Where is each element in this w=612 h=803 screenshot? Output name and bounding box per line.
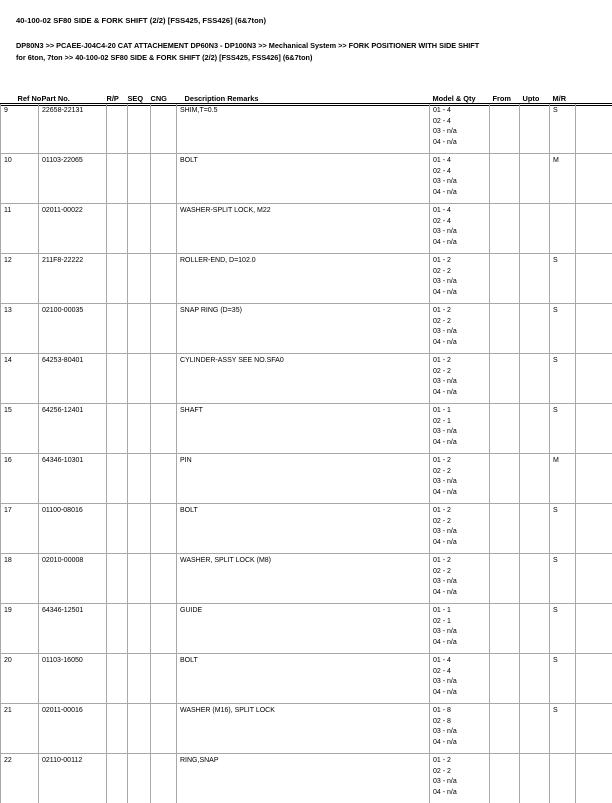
cell-description: GUIDE [177,604,430,654]
cell-from [490,454,520,504]
cell-model-qty [430,454,490,504]
cell-rp [107,754,128,803]
model-qty-line: 02 - 2 [433,467,489,478]
cell-description: RING,SNAP [177,754,430,803]
model-qty-line: 02 - 1 [433,417,489,428]
cell-spacer [576,154,612,204]
cell-description: BOLT [177,504,430,554]
column-header-description: Description Remarks [177,88,430,104]
column-header-spacer [576,88,612,104]
cell-ref-no: 13 [1,304,39,354]
cell-from [490,554,520,604]
cell-cng [151,254,177,304]
cell-seq [128,404,151,454]
cell-from [490,704,520,754]
cell-from [490,604,520,654]
cell-upto [520,354,550,404]
cell-spacer [576,254,612,304]
table-row [1,704,612,754]
model-qty-line: 03 - n/a [433,377,489,388]
cell-rp [107,204,128,254]
model-qty-line: 04 - n/a [433,188,489,199]
cell-cng [151,154,177,204]
cell-upto [520,504,550,554]
model-qty-line: 03 - n/a [433,527,489,538]
cell-mr [550,204,576,254]
column-header-ref-no: Ref No. [1,88,39,104]
cell-part-no: 64253-80401 [39,354,107,404]
model-qty-line: 04 - n/a [433,288,489,299]
cell-model-qty [430,304,490,354]
cell-model-qty [430,754,490,803]
cell-seq [128,304,151,354]
cell-model-qty [430,354,490,404]
cell-ref-no: 12 [1,254,39,304]
model-qty-line: 01 - 4 [433,106,489,117]
model-qty-line: 04 - n/a [433,638,489,649]
model-qty-line: 01 - 2 [433,356,489,367]
cell-spacer [576,354,612,404]
model-qty-line: 01 - 2 [433,556,489,567]
breadcrumb [16,40,600,63]
cell-cng [151,504,177,554]
cell-spacer [576,304,612,354]
model-qty-line: 01 - 2 [433,756,489,767]
cell-seq [128,254,151,304]
column-header-seq: SEQ [128,88,151,104]
cell-part-no: 02011-00022 [39,204,107,254]
cell-part-no: 22658-22131 [39,104,107,154]
model-qty-line: 04 - n/a [433,588,489,599]
cell-seq [128,604,151,654]
cell-cng [151,354,177,404]
cell-spacer [576,404,612,454]
cell-from [490,404,520,454]
model-qty-line: 01 - 2 [433,306,489,317]
model-qty-line: 03 - n/a [433,677,489,688]
cell-seq [128,104,151,154]
table-row [1,104,612,154]
cell-cng [151,554,177,604]
cell-seq [128,204,151,254]
model-qty-line: 02 - 4 [433,117,489,128]
table-row [1,504,612,554]
column-header-upto: Upto [520,88,550,104]
cell-description: WASHER (M16), SPLIT LOCK [177,704,430,754]
column-header-part-no: Part No. [39,88,107,104]
cell-upto [520,654,550,704]
table-row [1,754,612,803]
model-qty-line: 01 - 2 [433,506,489,517]
cell-ref-no: 18 [1,554,39,604]
cell-from [490,354,520,404]
cell-cng [151,704,177,754]
model-qty-line: 01 - 1 [433,406,489,417]
cell-part-no: 02010-00008 [39,554,107,604]
cell-spacer [576,654,612,704]
cell-model-qty [430,654,490,704]
cell-seq [128,454,151,504]
model-qty-line: 02 - 4 [433,667,489,678]
cell-mr: S [550,704,576,754]
table-row [1,154,612,204]
cell-mr: S [550,654,576,704]
model-qty-line: 04 - n/a [433,238,489,249]
model-qty-line: 02 - 2 [433,267,489,278]
cell-rp [107,354,128,404]
cell-mr: S [550,504,576,554]
model-qty-line: 02 - 2 [433,317,489,328]
cell-model-qty [430,554,490,604]
model-qty-line: 03 - n/a [433,777,489,788]
model-qty-line: 02 - 4 [433,167,489,178]
parts-table-body [1,104,612,803]
cell-mr: S [550,354,576,404]
cell-description: PIN [177,454,430,504]
model-qty-line: 02 - 2 [433,517,489,528]
cell-model-qty [430,254,490,304]
model-qty-line: 02 - 2 [433,567,489,578]
model-qty-line: 02 - 1 [433,617,489,628]
cell-rp [107,104,128,154]
cell-ref-no: 19 [1,604,39,654]
cell-spacer [576,204,612,254]
cell-part-no: 64256-12401 [39,404,107,454]
cell-spacer [576,704,612,754]
cell-from [490,204,520,254]
cell-description: CYLINDER-ASSY SEE NO.SFA0 [177,354,430,404]
cell-description: WASHER-SPLIT LOCK, M22 [177,204,430,254]
cell-upto [520,254,550,304]
cell-rp [107,154,128,204]
cell-cng [151,454,177,504]
model-qty-line: 02 - 8 [433,717,489,728]
cell-from [490,304,520,354]
cell-upto [520,154,550,204]
model-qty-line: 03 - n/a [433,427,489,438]
cell-cng [151,654,177,704]
cell-cng [151,754,177,803]
table-row [1,254,612,304]
parts-table [0,88,612,803]
model-qty-line: 02 - 2 [433,767,489,778]
model-qty-line: 03 - n/a [433,277,489,288]
cell-seq [128,704,151,754]
cell-part-no: 64346-12501 [39,604,107,654]
model-qty-line: 02 - 2 [433,367,489,378]
cell-ref-no: 11 [1,204,39,254]
cell-from [490,154,520,204]
cell-seq [128,504,151,554]
cell-description: SNAP RING (D=35) [177,304,430,354]
table-row [1,454,612,504]
cell-model-qty [430,204,490,254]
cell-model-qty [430,154,490,204]
cell-spacer [576,454,612,504]
cell-upto [520,704,550,754]
cell-rp [107,454,128,504]
column-header-mr: M/R [550,88,576,104]
cell-rp [107,604,128,654]
cell-mr [550,754,576,803]
cell-mr: S [550,604,576,654]
cell-ref-no: 9 [1,104,39,154]
cell-spacer [576,754,612,803]
cell-spacer [576,104,612,154]
cell-rp [107,704,128,754]
cell-part-no: 01100-08016 [39,504,107,554]
table-row [1,654,612,704]
cell-ref-no: 17 [1,504,39,554]
cell-seq [128,754,151,803]
column-header-from: From [490,88,520,104]
cell-ref-no: 16 [1,454,39,504]
model-qty-line: 03 - n/a [433,727,489,738]
cell-mr: M [550,154,576,204]
model-qty-line: 03 - n/a [433,177,489,188]
cell-description: SHAFT [177,404,430,454]
cell-cng [151,304,177,354]
cell-seq [128,554,151,604]
cell-upto [520,754,550,803]
breadcrumb-line-2: for 6ton, 7ton >> 40-100-02 SF80 SIDE & FORK SHIFT (2/2) [FSS425, FSS426] (6&7ton) [16,52,600,64]
cell-ref-no: 22 [1,754,39,803]
cell-rp [107,554,128,604]
cell-part-no: 211F8-22222 [39,254,107,304]
cell-rp [107,654,128,704]
cell-from [490,654,520,704]
cell-part-no: 01103-22065 [39,154,107,204]
cell-model-qty [430,604,490,654]
cell-spacer [576,604,612,654]
cell-part-no: 01103-16050 [39,654,107,704]
cell-from [490,104,520,154]
column-header-cng: CNG [151,88,177,104]
cell-mr: S [550,104,576,154]
model-qty-line: 04 - n/a [433,788,489,799]
model-qty-line: 01 - 4 [433,656,489,667]
cell-mr: M [550,454,576,504]
cell-mr: S [550,404,576,454]
cell-spacer [576,504,612,554]
cell-rp [107,404,128,454]
model-qty-line: 03 - n/a [433,477,489,488]
cell-spacer [576,554,612,604]
page-title: 40-100-02 SF80 SIDE & FORK SHIFT (2/2) [FSS425, FSS426] (6&7ton) [16,16,266,25]
cell-ref-no: 21 [1,704,39,754]
cell-description: WASHER, SPLIT LOCK (M8) [177,554,430,604]
cell-rp [107,254,128,304]
model-qty-line: 02 - 4 [433,217,489,228]
column-header-model-qty: Model & Qty [430,88,490,104]
cell-mr: S [550,254,576,304]
model-qty-line: 03 - n/a [433,627,489,638]
model-qty-line: 04 - n/a [433,438,489,449]
cell-part-no: 02011-00016 [39,704,107,754]
cell-ref-no: 14 [1,354,39,404]
cell-cng [151,404,177,454]
cell-description: BOLT [177,654,430,704]
cell-model-qty [430,104,490,154]
cell-cng [151,104,177,154]
cell-upto [520,304,550,354]
cell-part-no: 02100-00035 [39,304,107,354]
model-qty-line: 04 - n/a [433,538,489,549]
table-row [1,554,612,604]
model-qty-line: 04 - n/a [433,338,489,349]
cell-upto [520,404,550,454]
cell-from [490,504,520,554]
model-qty-line: 01 - 8 [433,706,489,717]
column-header-rp: R/P [107,88,128,104]
cell-rp [107,504,128,554]
cell-upto [520,604,550,654]
model-qty-line: 01 - 2 [433,256,489,267]
cell-part-no: 64346-10301 [39,454,107,504]
table-row [1,204,612,254]
cell-upto [520,554,550,604]
model-qty-line: 04 - n/a [433,388,489,399]
cell-seq [128,154,151,204]
model-qty-line: 04 - n/a [433,738,489,749]
table-row [1,604,612,654]
cell-part-no: 02110-00112 [39,754,107,803]
cell-mr: S [550,554,576,604]
cell-model-qty [430,704,490,754]
cell-seq [128,654,151,704]
cell-from [490,754,520,803]
model-qty-line: 04 - n/a [433,488,489,499]
cell-ref-no: 10 [1,154,39,204]
cell-upto [520,204,550,254]
cell-description: BOLT [177,154,430,204]
cell-seq [128,354,151,404]
model-qty-line: 01 - 4 [433,156,489,167]
cell-description: ROLLER-END, D=102.0 [177,254,430,304]
cell-ref-no: 15 [1,404,39,454]
cell-description: SHIM,T=0.5 [177,104,430,154]
model-qty-line: 03 - n/a [433,127,489,138]
model-qty-line: 01 - 1 [433,606,489,617]
model-qty-line: 04 - n/a [433,688,489,699]
cell-upto [520,104,550,154]
table-row [1,354,612,404]
cell-from [490,254,520,304]
model-qty-line: 03 - n/a [433,227,489,238]
model-qty-line: 03 - n/a [433,577,489,588]
breadcrumb-line-1: DP80N3 >> PCAEE-J04C4-20 CAT ATTACHEMENT DP60N3 - DP100N3 >> Mechanical System >> FORK POSITIONER WITH SIDE SHIFT [16,40,600,52]
cell-model-qty [430,504,490,554]
table-row [1,404,612,454]
table-header-row [1,88,612,104]
cell-cng [151,604,177,654]
model-qty-line: 03 - n/a [433,327,489,338]
cell-ref-no: 20 [1,654,39,704]
model-qty-line: 04 - n/a [433,138,489,149]
cell-mr: S [550,304,576,354]
cell-upto [520,454,550,504]
table-row [1,304,612,354]
cell-rp [107,304,128,354]
cell-cng [151,204,177,254]
cell-model-qty [430,404,490,454]
model-qty-line: 01 - 4 [433,206,489,217]
model-qty-line: 01 - 2 [433,456,489,467]
